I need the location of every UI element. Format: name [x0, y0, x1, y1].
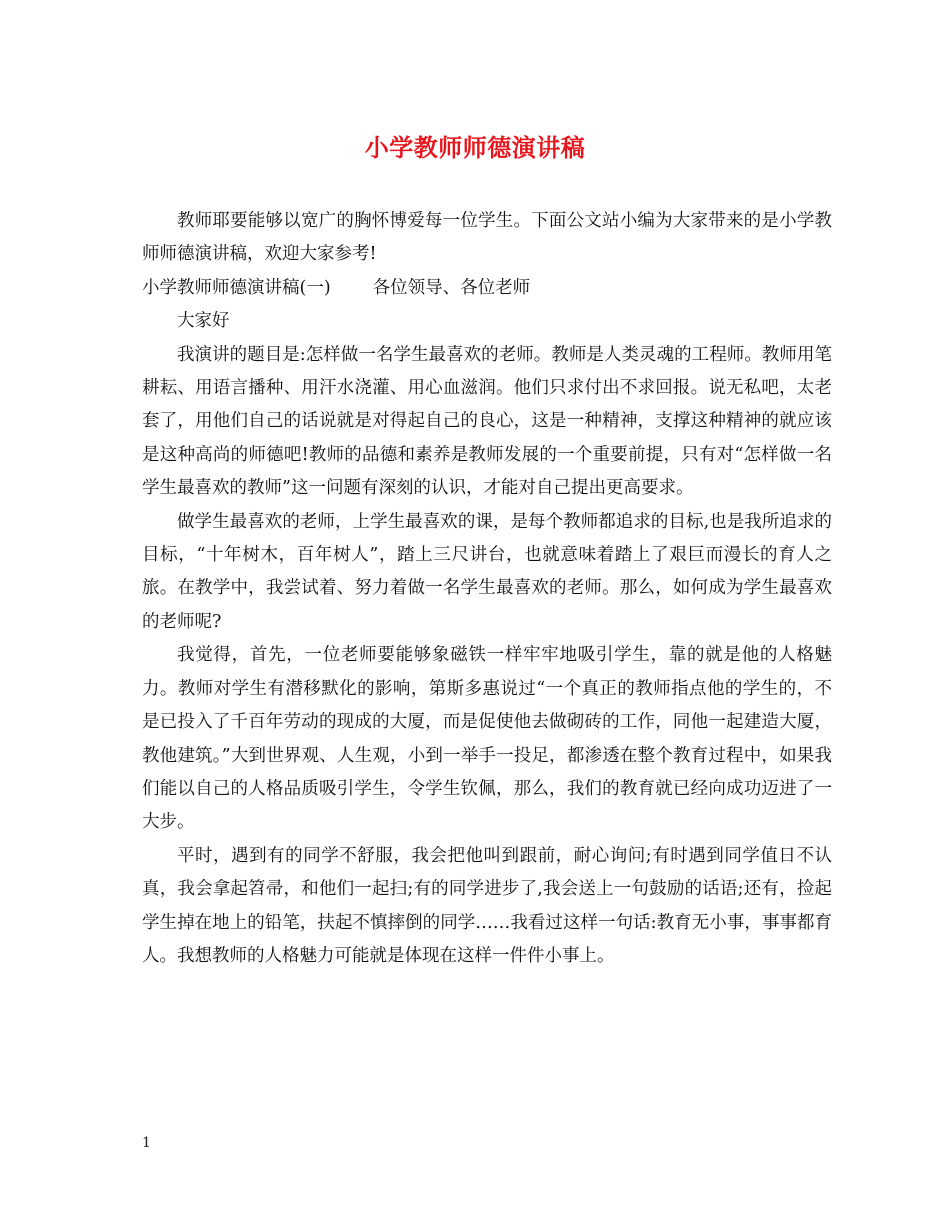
body-paragraph: 我演讲的题目是:怎样做一名学生最喜欢的老师。教师是人类灵魂的工程师。教师用笔耕耘、用语言播种、用汗水浇灌、用心血滋润。他们只求付出不求回报。说无私吧，太老套了，用他们自己的话说就是对得起自己的良心，这是一种精神，支撑这种精神的就应该是这种高尚的师德吧!教师的品德和素养是教师发展的一个重要前提，只有对“怎样做一名学生最喜欢的教师”这一问题有深刻的认识，才能对自己提出更高要求。 — [142, 344, 832, 499]
salutation-leaders: 各位领导、各位老师 — [372, 277, 531, 298]
document-title: 小学教师师德演讲稿 — [364, 133, 586, 162]
body-paragraph: 我觉得，首先，一位老师要能够象磁铁一样牢牢地吸引学生，靠的就是他的人格魅力。教师对学生有潜移默化的影响，第斯多惠说过“一个真正的教师指点他的学生的，不是已投入了千百年劳动的现成的大厦，而是促使他去做砌砖的工作，同他一起建造大厦，教他建筑。”大到世界观、人生观，小到一举手一投足，都渗透在整个教育过程中，如果我们能以自己的人格品质吸引学生，令学生钦佩，那么，我们的教育就已经向成功迈进了一大步。 — [142, 645, 832, 833]
salutation-greeting: 大家好 — [177, 311, 230, 332]
intro-paragraph: 教师耶要能够以宽广的胸怀博爱每一位学生。下面公文站小编为大家带来的是小学教师师德演讲稿，欢迎大家参考! — [142, 211, 832, 265]
body-paragraph: 做学生最喜欢的老师，上学生最喜欢的课，是每个教师都追求的目标,也是我所追求的目标，“十年树木，百年树人”，踏上三尺讲台，也就意味着踏上了艰巨而漫长的育人之旅。在教学中，我尝试着、努力着做一名学生最喜欢的老师。那么，如何成为学生最喜欢的老师呢? — [142, 511, 832, 632]
section-heading-line — [142, 272, 832, 305]
body-paragraph: 平时，遇到有的同学不舒服，我会把他叫到跟前，耐心询问;有时遇到同学值日不认真，我会拿起笤帚，和他们一起扫;有的同学进步了,我会送上一句鼓励的话语;还有，捡起学生掉在地上的铅笔，扶起不慎摔倒的同学……我看过这样一句话:教育无小事，事事都育人。我想教师的人格魅力可能就是体现在这样一件件小事上。 — [142, 845, 832, 966]
document-body — [142, 205, 832, 973]
page-number: 1 — [142, 1135, 151, 1151]
section-heading: 小学教师师德演讲稿(一) — [142, 277, 331, 298]
